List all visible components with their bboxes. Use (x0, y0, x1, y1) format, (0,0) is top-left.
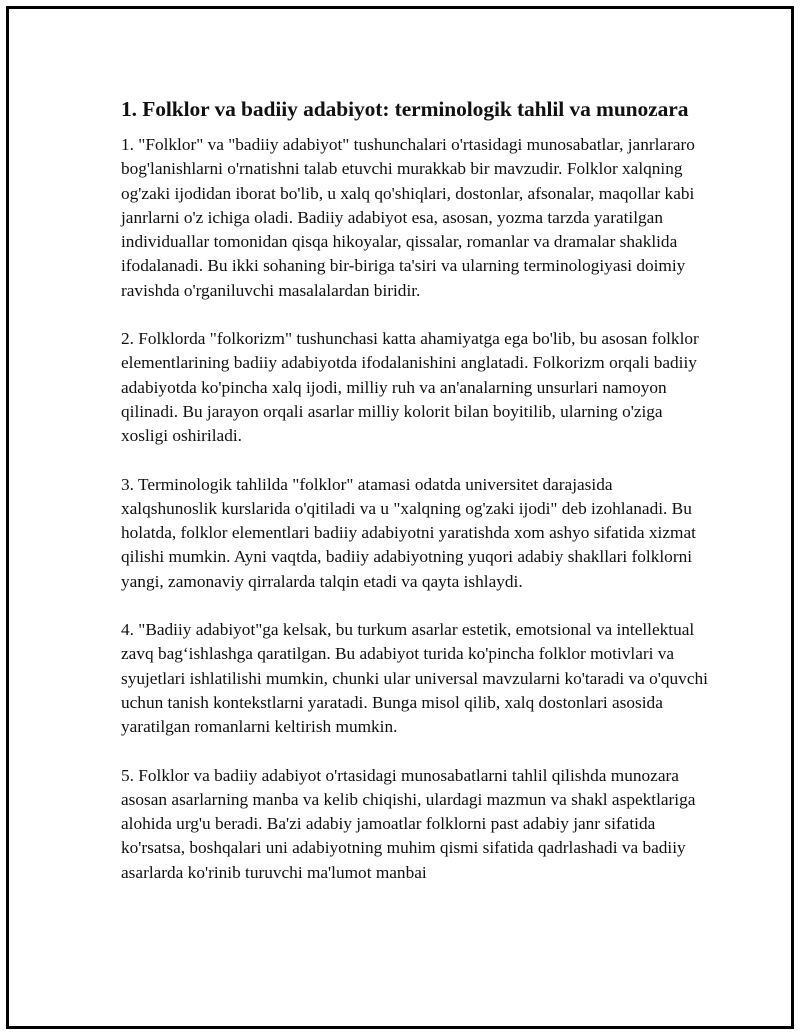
paragraph-1: 1. "Folklor" va "badiiy adabiyot" tushunchalari o'rtasidagi munosabatlar, janrlararo bog'lanishlarni o'rnatishni talab etuvchi murakkab bir mavzudir. Folklor xalqning og'zaki ijodidan iborat bo'lib, u xalq qo'shiqlari, dostonlar, afsonalar, maqollar kabi janrlarni o'z ichiga oladi. Badiiy adabiyot esa, asosan, yozma tarzda yaratilgan individuallar tomonidan qisqa hikoyalar, qissalar, romanlar va dramalar shaklida ifodalanadi. Bu ikki sohaning bir-biriga ta'siri va ularning terminologiyasi doimiy ravishda o'rganiluvchi masalalardan biridir. (121, 135, 695, 300)
paragraph-5: 5. Folklor va badiiy adabiyot o'rtasidagi munosabatlarni tahlil qilishda munozara asosan asarlarning manba va kelib chiqishi, ulardagi mazmun va shakl aspektlariga alohida urg'u beradi. Ba'zi adabiy jamoatlar folklorni past adabiy janr sifatida ko'rsatsa, boshqalari uni adabiyotning muhim qismi sifatida qadrlashadi va badiiy asarlarda ko'rinib turuvchi ma'lumot manbai (121, 765, 696, 882)
document-body (121, 95, 711, 909)
paragraph-2: 2. Folklorda "folkorizm" tushunchasi katta ahamiyatga ega bo'lib, bu asosan folklor elementlarining badiiy adabiyotda ifodalanishini anglatadi. Folkorizm orqali badiiy adabiyotda ko'pincha xalq ijodi, milliy ruh va an'analarning unsurlari namoyon qilinadi. Bu jarayon orqali asarlar milliy kolorit bilan boyitilib, ularning o'ziga xosligi oshiriladi. (121, 329, 699, 446)
paragraph-4: 4. "Badiiy adabiyot"ga kelsak, bu turkum asarlar estetik, emotsional va intellektual zavq bag‘ishlashga qaratilgan. Bu adabiyot turida ko'pincha folklor motivlari va syujetlari ishlatilishi mumkin, chunki ular universal mavzularni ko'taradi va o'quvchi uchun tanish kontekstlarni yaratadi. Bunga misol qilib, xalq dostonlari asosida yaratilgan romanlarni keltirish mumkin. (121, 620, 708, 737)
paragraph-3: 3. Terminologik tahlilda "folklor" atamasi odatda universitet darajasida xalqshunoslik kurslarida o'qitiladi va u "xalqning og'zaki ijodi" deb izohlanadi. Bu holatda, folklor elementlari badiiy adabiyotni yaratishda xom ashyo sifatida xizmat qilishi mumkin. Ayni vaqtda, badiiy adabiyotning yuqori adabiy shakllari folklorni yangi, zamonaviy qirralarda talqin etadi va qayta ishlaydi. (121, 474, 696, 591)
document-title: 1. Folklor va badiiy adabiyot: terminologik tahlil va munozara (121, 97, 689, 121)
page-frame (6, 6, 794, 1029)
